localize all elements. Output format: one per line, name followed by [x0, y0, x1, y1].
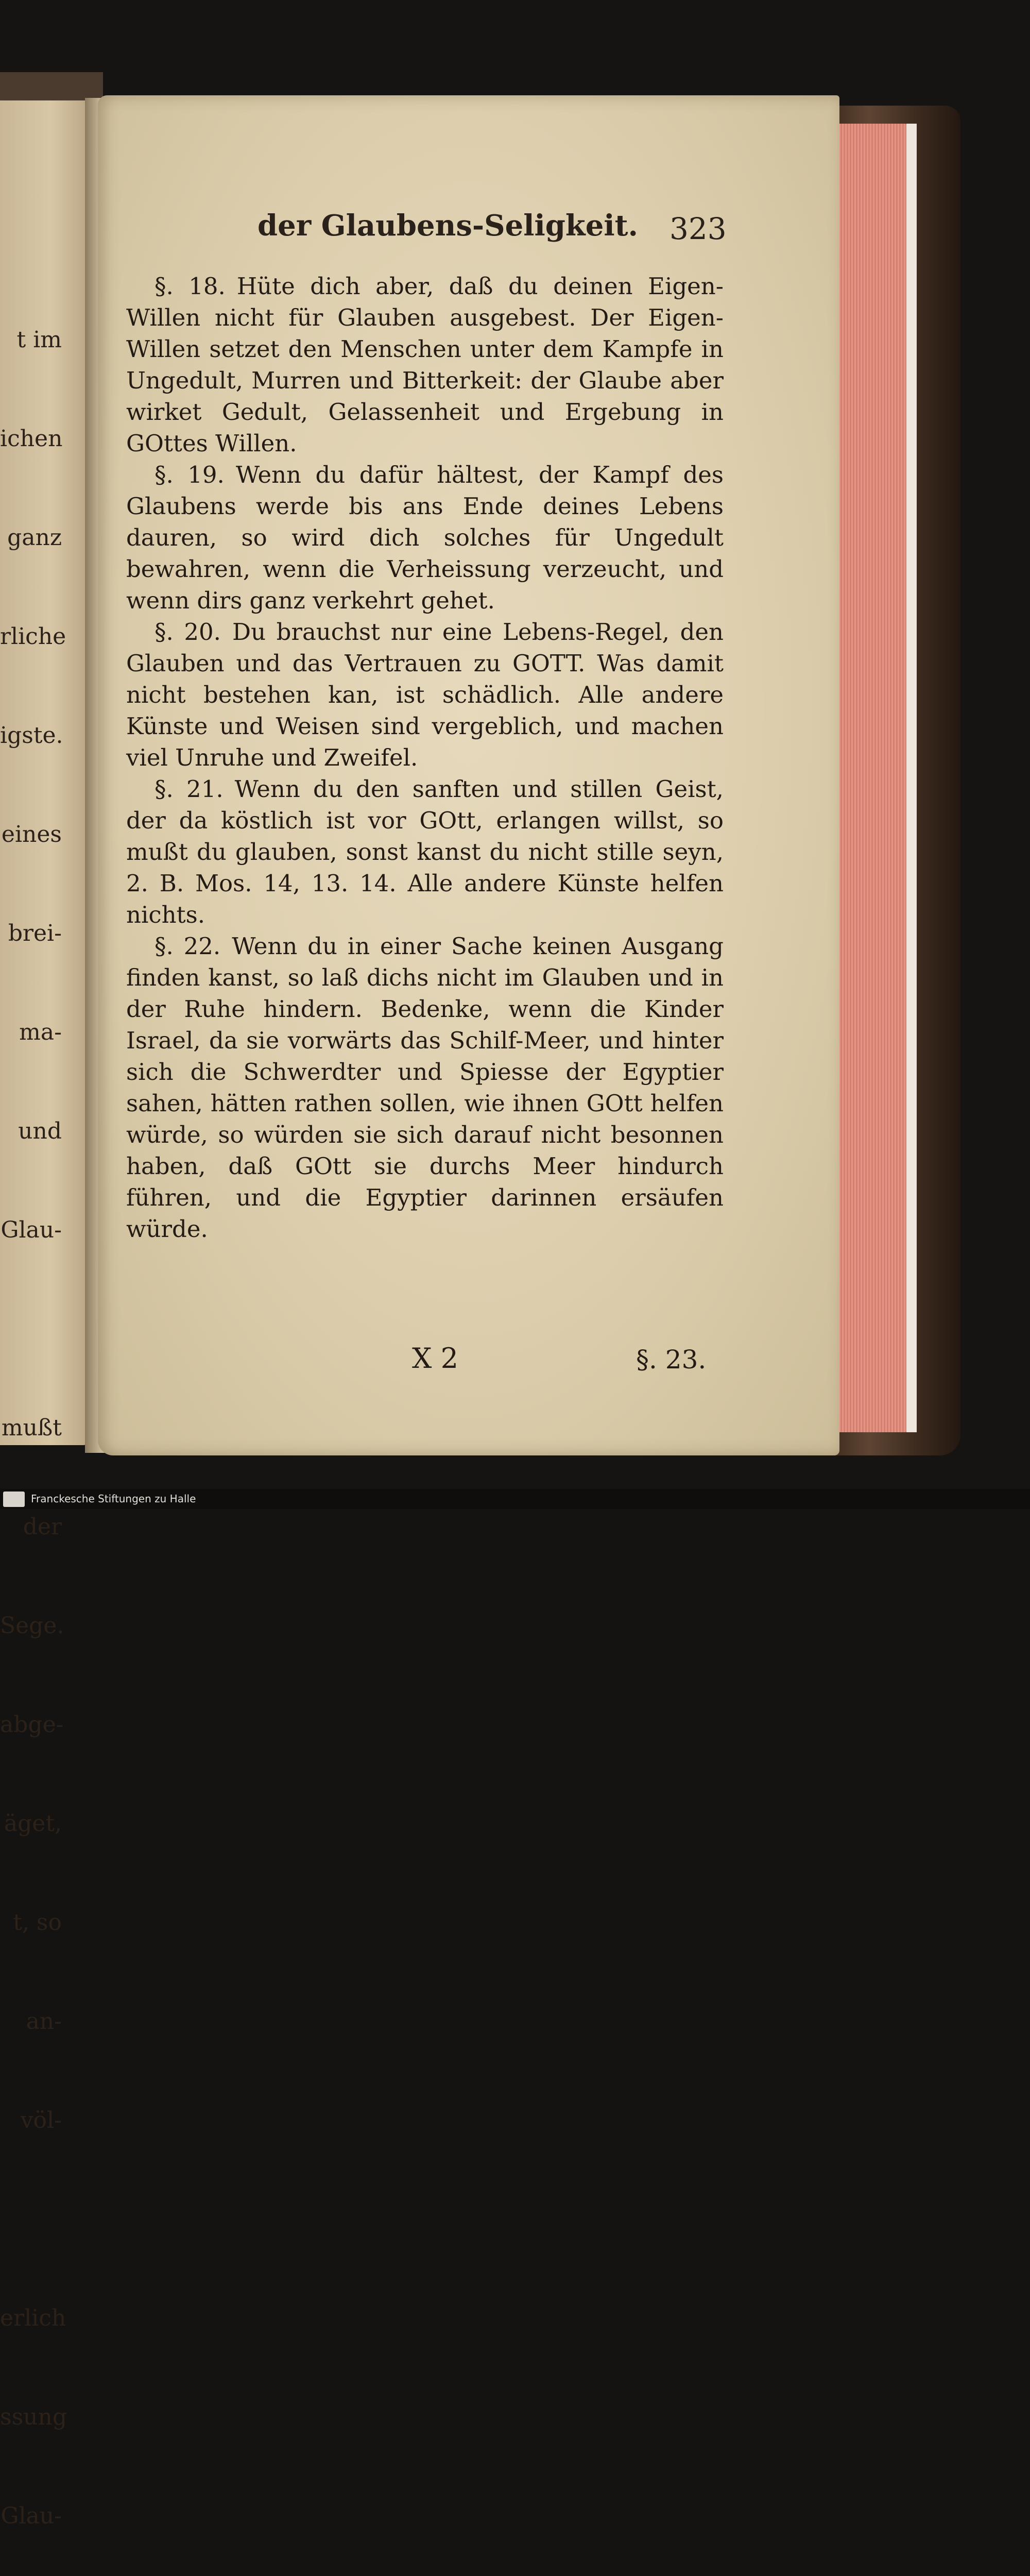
section-mark: §. 20.	[154, 618, 221, 646]
paragraph	[126, 773, 724, 930]
left-line: mußt	[1, 1415, 62, 1441]
left-line: abge-	[0, 1711, 64, 1738]
left-page-text-fragments	[0, 258, 67, 2576]
left-line: äget,	[4, 1810, 62, 1837]
catchword: §. 23.	[636, 1345, 707, 1375]
paragraph	[126, 930, 724, 1245]
page-edges-light	[906, 124, 917, 1432]
left-line: brei-	[8, 920, 62, 946]
left-line	[0, 1313, 62, 1346]
left-line: völ-	[20, 2107, 62, 2133]
left-line: rliche	[0, 623, 66, 650]
page-edges	[829, 124, 909, 1432]
running-title: der Glaubens-Seligkeit.	[258, 209, 638, 243]
section-mark: §. 18.	[154, 273, 226, 300]
section-mark: §. 21.	[154, 775, 224, 803]
institution-logo-icon	[3, 1492, 25, 1507]
paragraph-text: Hüte dich aber, daß du deinen Eigen-Willen nicht für Glauben ausgebest. Der Eigen-Willen setzet den Menschen unter dem Kampfe in Ungedult, Murren und Bitterkeit: der Glaube aber wirket Gedult, Gelassenheit und Ergebung in GOttes Willen.	[126, 273, 724, 457]
section-mark: §. 22.	[154, 933, 221, 960]
left-line: an-	[26, 2008, 62, 2035]
paragraph-text: Wenn du den sanften und stillen Geist, der da köstlich ist vor GOtt, erlangen willst, so mußt du glauben, sonst kanst du nicht stille seyn, 2. B. Mos. 14, 13. 14. Alle andere Künste helfen nichts.	[126, 775, 724, 928]
left-line: der	[23, 1514, 62, 1540]
page-body	[126, 270, 724, 1245]
page-number: 323	[670, 211, 727, 246]
left-line	[0, 2203, 62, 2236]
paragraph	[126, 270, 724, 459]
paragraph	[126, 616, 724, 773]
left-line: ma-	[19, 1019, 62, 1045]
left-line: ichen	[0, 426, 63, 452]
section-mark: §. 19.	[154, 461, 225, 488]
left-line: und	[18, 1118, 62, 1144]
left-line: eines	[1, 821, 62, 848]
left-line: t, so	[13, 1909, 62, 1936]
paragraph-text: Wenn du in einer Sache keinen Ausgang finden kanst, so laß dichs nicht im Glauben und in der Ruhe hindern. Bedenke, wenn die Kinder Israel, da sie vorwärts das Schilf-Meer, und hinter sich die Schwerdter und Spiesse der Egyptier sahen, hätten rathen sollen, wie ihnen GOtt helfen würde, so würden sie sich darauf nicht besonnen haben, daß GOtt sie durchs Meer hindurch führen, und die Egyptier darinnen ersäufen würde.	[126, 933, 724, 1243]
left-line: igste.	[0, 722, 63, 749]
left-line: Glau-	[1, 2503, 62, 2529]
footer-credit: Franckesche Stiftungen zu Halle	[31, 1493, 196, 1505]
left-line: ganz	[7, 524, 62, 551]
paragraph-text: Wenn du dafür hältest, der Kampf des Glaubens werde bis ans Ende deines Lebens dauren, so wird dich solches für Ungedult bewahren, wenn die Verheissung verzeucht, und wenn dirs ganz verkehrt gehet.	[126, 461, 724, 614]
paragraph-text: Du brauchst nur eine Lebens-Regel, den Glauben und das Vertrauen zu GOTT. Was damit nicht bestehen kan, ist schädlich. Alle andere Künste und Weisen sind vergeblich, und machen viel Unruhe und Zweifel.	[126, 618, 724, 771]
left-line: erlich	[0, 2305, 66, 2331]
paragraph	[126, 459, 724, 616]
left-line: Glau-	[1, 1217, 62, 1243]
left-line: ssung	[0, 2404, 67, 2430]
left-line: t im	[16, 327, 62, 353]
signature-mark: X 2	[412, 1342, 458, 1375]
left-line: Sege.	[0, 1613, 64, 1639]
